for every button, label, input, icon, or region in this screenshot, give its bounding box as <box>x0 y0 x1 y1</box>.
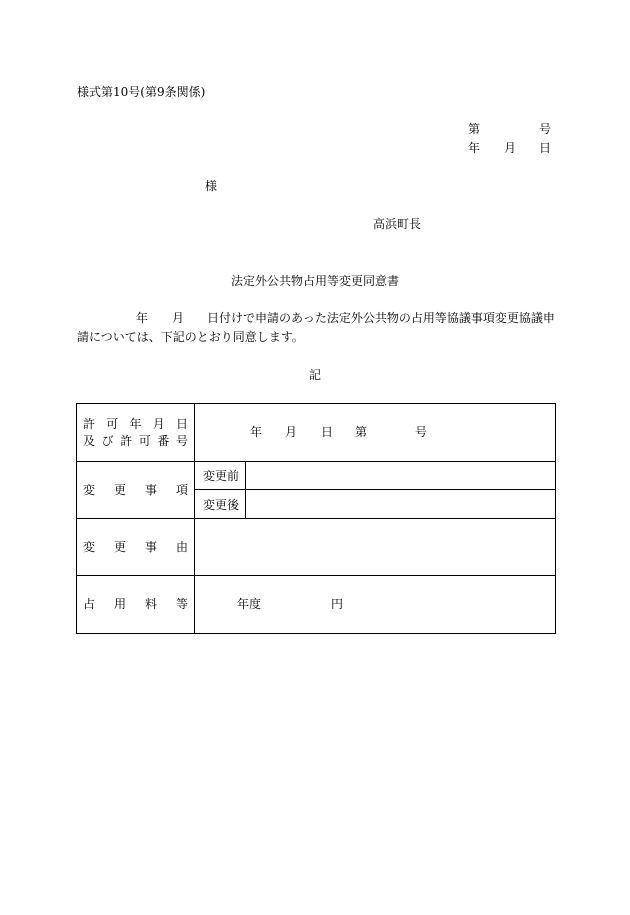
permit-row <box>77 404 556 462</box>
change-before-row <box>77 462 556 490</box>
permit-year: 年 <box>250 425 263 439</box>
date-year: 年 <box>468 141 481 155</box>
permit-label <box>77 404 195 462</box>
document-title: 法定外公共物占用等変更同意書 <box>230 274 399 288</box>
after-label: 変更後 <box>195 490 246 519</box>
before-value-cell[interactable] <box>246 462 556 490</box>
date-month: 月 <box>504 141 517 155</box>
after-value-cell[interactable] <box>246 490 556 519</box>
date-day: 日 <box>539 141 552 155</box>
fee-row <box>77 576 556 634</box>
before-label: 変更前 <box>195 462 246 490</box>
permit-dai: 第 <box>355 425 368 439</box>
ki-heading: 記 <box>308 368 321 382</box>
fee-value-cell[interactable] <box>195 576 556 634</box>
fee-yen: 円 <box>331 597 344 611</box>
sender: 高浜町長 <box>373 217 422 231</box>
change-reason-cell[interactable] <box>195 519 556 576</box>
permit-day: 日 <box>321 425 334 439</box>
permit-value-cell[interactable] <box>195 404 556 462</box>
permit-label-line2: 及 び 許 可 番 号 <box>83 433 188 448</box>
fee-label: 占 用 料 等 <box>77 576 195 634</box>
fee-fiscal-year: 年度 <box>237 597 262 611</box>
permit-month: 月 <box>285 425 298 439</box>
body-month: 月 <box>172 311 185 325</box>
form-number-label: 様式第10号(第9条関係) <box>77 85 206 99</box>
consent-table <box>76 403 556 634</box>
body-text-line2: 請については、下記のとおり同意します。 <box>77 330 304 344</box>
addressee: 様 <box>205 179 218 193</box>
body-year: 年 <box>136 311 149 325</box>
number-suffix: 号 <box>539 122 552 136</box>
permit-label-line1: 許 可 年 月 日 <box>83 416 188 431</box>
body-text-line1: 日付けで申請のあった法定外公共物の占用等協議事項変更協議申 <box>207 311 555 325</box>
number-prefix: 第 <box>468 122 481 136</box>
change-reason-label: 変 更 事 由 <box>77 519 195 576</box>
permit-go: 号 <box>415 425 428 439</box>
change-reason-row <box>77 519 556 576</box>
change-items-label: 変 更 事 項 <box>77 462 195 519</box>
